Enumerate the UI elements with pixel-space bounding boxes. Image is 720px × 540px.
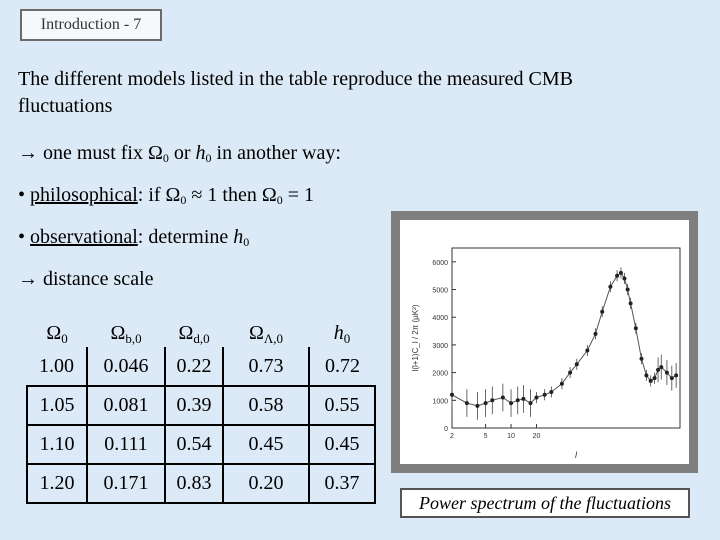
data-point xyxy=(490,398,494,402)
data-point xyxy=(534,396,538,400)
y-tick-label: 5000 xyxy=(432,287,448,295)
header-omega-b: $\Omega_{b,0}$ xyxy=(110,322,142,346)
table-row xyxy=(27,425,375,464)
bullet-sub: 0 xyxy=(180,193,187,207)
x-tick-label: 2 xyxy=(450,433,454,440)
data-point xyxy=(585,348,589,352)
table-cell: 0.171 xyxy=(87,464,165,503)
bullet-marker: • xyxy=(18,226,31,248)
data-point xyxy=(674,373,678,377)
data-point xyxy=(639,357,643,361)
models-table xyxy=(26,307,376,504)
data-point xyxy=(568,371,572,375)
intro-line-2: fluctuations xyxy=(18,95,113,117)
fix-mid: or xyxy=(168,142,196,164)
data-point xyxy=(465,401,469,405)
data-point xyxy=(659,365,663,369)
y-tick-label: 6000 xyxy=(432,259,448,267)
data-point xyxy=(509,401,513,405)
table-cell: 0.72 xyxy=(309,347,375,386)
data-point xyxy=(450,393,454,397)
fix-prefix: → one must fix Ω xyxy=(18,142,163,164)
table-row xyxy=(27,386,375,425)
fix-h: h xyxy=(195,142,206,164)
table-cell: 0.55 xyxy=(309,386,375,425)
power-spectrum-chart xyxy=(400,220,689,464)
table-cell: 1.00 xyxy=(27,347,87,386)
bullet-text: : if Ω xyxy=(137,184,181,206)
table-cell: 0.37 xyxy=(309,464,375,503)
table-cell: 0.83 xyxy=(165,464,223,503)
table-cell: 1.05 xyxy=(27,386,87,425)
header-h0: $h_0$ xyxy=(333,322,351,346)
table-cell: 1.20 xyxy=(27,464,87,503)
header-omega-0: $\Omega_0$ xyxy=(46,322,68,346)
fix-statement xyxy=(18,140,341,171)
power-spectrum-figure xyxy=(391,211,698,473)
data-point xyxy=(560,382,564,386)
y-tick-label: 0 xyxy=(444,426,448,433)
table-cell: 0.45 xyxy=(309,425,375,464)
data-point xyxy=(529,401,533,405)
data-point xyxy=(665,371,669,375)
data-point xyxy=(521,397,525,401)
data-point xyxy=(634,326,638,330)
table-header-row xyxy=(27,307,375,347)
x-tick-label: 20 xyxy=(532,433,541,440)
model-curve xyxy=(452,273,676,406)
figure-plot-area xyxy=(400,220,689,464)
data-point xyxy=(622,276,626,280)
table-cell: 0.39 xyxy=(165,386,223,425)
data-point xyxy=(653,376,657,380)
bullet-philosophical xyxy=(18,182,314,213)
header-omega-d: $\Omega_{d,0}$ xyxy=(178,322,210,346)
bullet-label: philosophical xyxy=(30,184,138,206)
bullet-marker: • xyxy=(18,184,31,206)
bullet-text: ≈ 1 then Ω xyxy=(186,184,277,206)
data-point xyxy=(615,274,619,278)
fix-suffix: in another way: xyxy=(211,142,341,164)
table-cell: 0.20 xyxy=(223,464,309,503)
bullet-sub: 0 xyxy=(276,193,283,207)
data-point xyxy=(600,310,604,314)
intro-line-1: The different models listed in the table reproduce the measured CMB xyxy=(18,68,574,90)
table-cell: 0.046 xyxy=(87,347,165,386)
data-point xyxy=(549,390,553,394)
data-point xyxy=(575,362,579,366)
data-point xyxy=(656,368,660,372)
table-row xyxy=(27,347,375,386)
y-tick-label: 3000 xyxy=(432,342,448,350)
data-point xyxy=(608,285,612,289)
fix-sub-2: 0 xyxy=(205,151,212,165)
data-point xyxy=(501,396,505,400)
x-tick-label: 5 xyxy=(483,433,488,440)
y-tick-label: 2000 xyxy=(432,370,448,378)
data-point xyxy=(644,373,648,377)
y-axis-label: l(l+1)C_l / 2π (μK²) xyxy=(411,304,420,372)
bullet-sub: 0 xyxy=(243,235,250,249)
plot-frame xyxy=(452,248,680,428)
table-cell: 0.54 xyxy=(165,425,223,464)
slide-tag: Introduction - 7 xyxy=(20,9,162,41)
table-cell: 1.10 xyxy=(27,425,87,464)
y-tick-label: 4000 xyxy=(432,315,448,323)
table-cell: 0.22 xyxy=(165,347,223,386)
data-point xyxy=(626,288,630,292)
x-tick-label: 10 xyxy=(507,433,515,440)
bullet-observational xyxy=(18,224,249,255)
table-cell: 0.081 xyxy=(87,386,165,425)
bullet-text: = 1 xyxy=(282,184,314,206)
data-point xyxy=(649,379,653,383)
distance-scale: → distance scale xyxy=(18,268,154,290)
data-point xyxy=(594,332,598,336)
table-cell: 0.45 xyxy=(223,425,309,464)
data-point xyxy=(629,301,633,305)
data-point xyxy=(475,404,479,408)
x-axis-label: l xyxy=(575,450,577,460)
data-point xyxy=(619,271,623,275)
table-cell: 0.73 xyxy=(223,347,309,386)
fix-sub-1: 0 xyxy=(162,151,169,165)
table-row xyxy=(27,464,375,503)
data-point xyxy=(484,401,488,405)
table-cell: 0.111 xyxy=(87,425,165,464)
data-point xyxy=(516,398,520,402)
bullet-text: : determine xyxy=(137,226,234,248)
data-point xyxy=(543,393,547,397)
bullet-label: observational xyxy=(30,226,138,248)
data-point xyxy=(670,376,674,380)
y-tick-label: 1000 xyxy=(432,398,448,406)
header-omega-lambda: $\Omega_{\Lambda,0}$ xyxy=(248,322,284,346)
figure-caption: Power spectrum of the fluctuations xyxy=(400,488,690,518)
bullet-h: h xyxy=(233,226,244,248)
table-cell: 0.58 xyxy=(223,386,309,425)
